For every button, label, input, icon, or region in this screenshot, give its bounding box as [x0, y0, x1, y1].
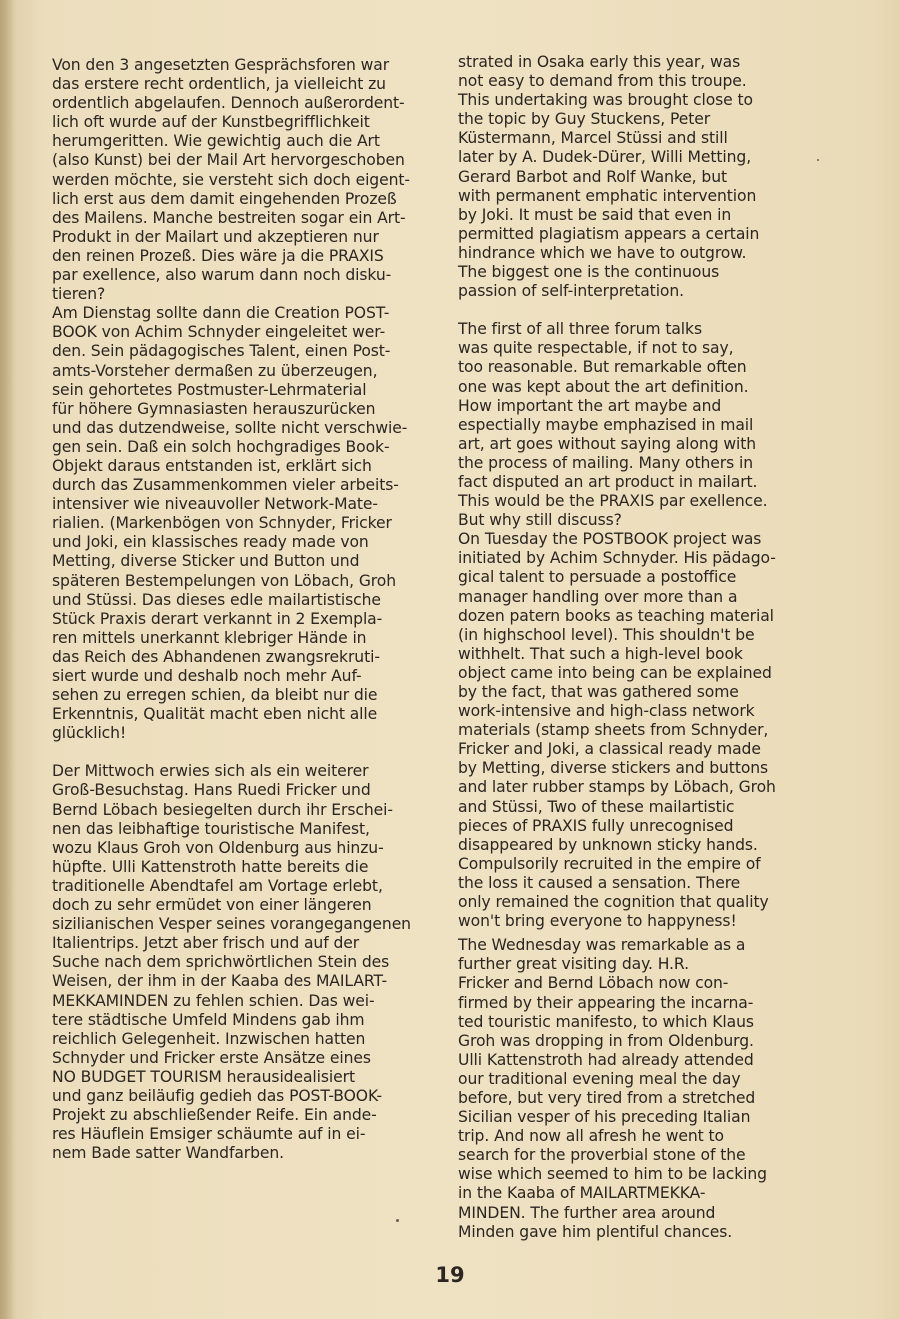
page-number: 19	[435, 1263, 465, 1287]
right-paragraph-forum-talks: The first of all three forum talks was quite respectable, if not to say, too reasonable. But remarkable often one was kept about the art definition. How important the art maybe and espectially maybe emphazised in mail art, art goes without saying along with the process of mailing. Many others in fact disputed an art product in mailart. This would be the PRAXIS par exellence. But why still discuss?	[458, 320, 768, 530]
left-column	[52, 56, 442, 1163]
left-paragraph-postbook: Am Dienstag sollte dann die Creation POST- BOOK von Achim Schnyder eingeleitet wer- den. Sein pädagogisches Talent, einen Post- amts-Vorsteher dermaßen zu überzeugen, sein gehortetes Postmuster-Lehrmaterial für höhere Gymnasiasten herauszurücken und das dutzendweise, sollte nicht verschwie- gen sein. Daß ein solch hochgradiges Book- Objekt daraus entstanden ist, erklärt sich durch das Zusammenkommen vieler arbeits- intensiver wie niveauvoller Network-Mate- rialien. (Markenbögen von Schnyder, Fricker und Joki, ein klassisches ready made von Metting, diverse Sticker und Button und späteren Bestempelungen von Löbach, Groh und Stüssi. Das dieses edle mailartistische Stück Praxis derart verkannt in 2 Exempla- ren mittels unerkannt klebriger Hände in das Reich des Abhandenen zwangsrekruti- siert wurde und deshalb noch mehr Auf- sehen zu erregen schien, da bleibt nur die Erkenntnis, Qualität macht eben nicht alle glücklich!	[52, 304, 408, 743]
page-spine-shadow	[0, 0, 14, 1319]
right-paragraph-postbook: On Tuesday the POSTBOOK project was initiated by Achim Schnyder. His pädago- gical talent to persuade a postoffice manager handling over more than a dozen patern books as teaching material (in highschool level). This shouldn't be withhelt. That such a high-level book object came into being can be explained by the fact, that was gathered some work-intensive and high-class network materials (stamp sheets from Schnyder, Fricker and Joki, a classical ready made by Metting, diverse stickers and buttons and later rubber stamps by Löbach, Groh and Stüssi, Two of these mailartistic pieces of PRAXIS fully unrecognised disappeared by unknown sticky hands. Compulsorily recruited in the empire of the loss it caused a sensation. There only remained the cognition that quality won't bring everyone to happyness!	[458, 530, 776, 931]
ink-speck	[817, 159, 819, 161]
right-paragraph-osaka: strated in Osaka early this year, was not easy to demand from this troupe. This undertaking was brought close to the topic by Guy Stuckens, Peter Küstermann, Marcel Stüssi and still later by A. Dudek-Dürer, Willi Metting, Gerard Barbot and Rolf Wanke, but with permanent emphatic intervention by Joki. It must be said that even in permitted plagiatism appears a certain hindrance which we have to outgrow. The biggest one is the continuous passion of self-interpretation.	[458, 53, 760, 301]
ink-speck	[396, 1219, 399, 1222]
left-paragraph-forum-talks: Von den 3 angesetzten Gesprächsforen war das erstere recht ordentlich, ja vielleicht zu ordentlich abgelaufen. Dennoch außerordent- lich oft wurde auf der Kunstbegrifflichkeit herumgeritten. Wie gewichtig auch die Art (also Kunst) bei der Mail Art hervorgeschoben werden möchte, sie versteht sich doch eigent- lich erst aus dem damit eingehenden Prozeß des Mailens. Manche bestreiten sogar ein Art- Produkt in der Mailart und akzeptieren nur den reinen Prozeß. Dies wäre ja die PRAXIS par exellence, also warum dann noch disku- tieren?	[52, 56, 410, 304]
left-paragraph-wednesday: Der Mittwoch erwies sich als ein weiterer Groß-Besuchstag. Hans Ruedi Fricker und Bernd Löbach besiegelten durch ihr Erschei- nen das leibhaftige touristische Manifest, wozu Klaus Groh von Oldenburg aus hinzu- hüpfte. Ulli Kattenstroth hatte bereits die traditionelle Abendtafel am Vortage erlebt, doch zu sehr ermüdet von einer längeren sizilianischen Vesper seines vorangegangenen Italientrips. Jetzt aber frisch und auf der Suche nach dem sprichwörtlichen Stein des Weisen, der ihm in der Kaaba des MAILART- MEKKAMINDEN zu fehlen schien. Das wei- tere städtische Umfeld Mindens gab ihm reichlich Gelegenheit. Inzwischen hatten Schnyder und Fricker erste Ansätze eines NO BUDGET TOURISM herausidealisiert und ganz beiläufig gedieh das POST-BOOK- Projekt zu abschließender Reife. Ein ande- res Häuflein Emsiger schäumte auf in ei- nem Bade satter Wandfarben.	[52, 762, 411, 1163]
right-paragraph-wednesday: The Wednesday was remarkable as a further great visiting day. H.R. Fricker and Bernd Löbach now con- firmed by their appearing the incarna- ted touristic manifesto, to which Klaus Groh was dropping in from Oldenburg. Ulli Kattenstroth had already attended our traditional evening meal the day before, but very tired from a stretched Sicilian vesper of his preceding Italian trip. And now all afresh he went to search for the proverbial stone of the wise which seemed to him to be lacking in the Kaaba of MAILARTMEKKA- MINDEN. The further area around Minden gave him plentiful chances.	[458, 936, 767, 1241]
right-column	[458, 53, 828, 1242]
